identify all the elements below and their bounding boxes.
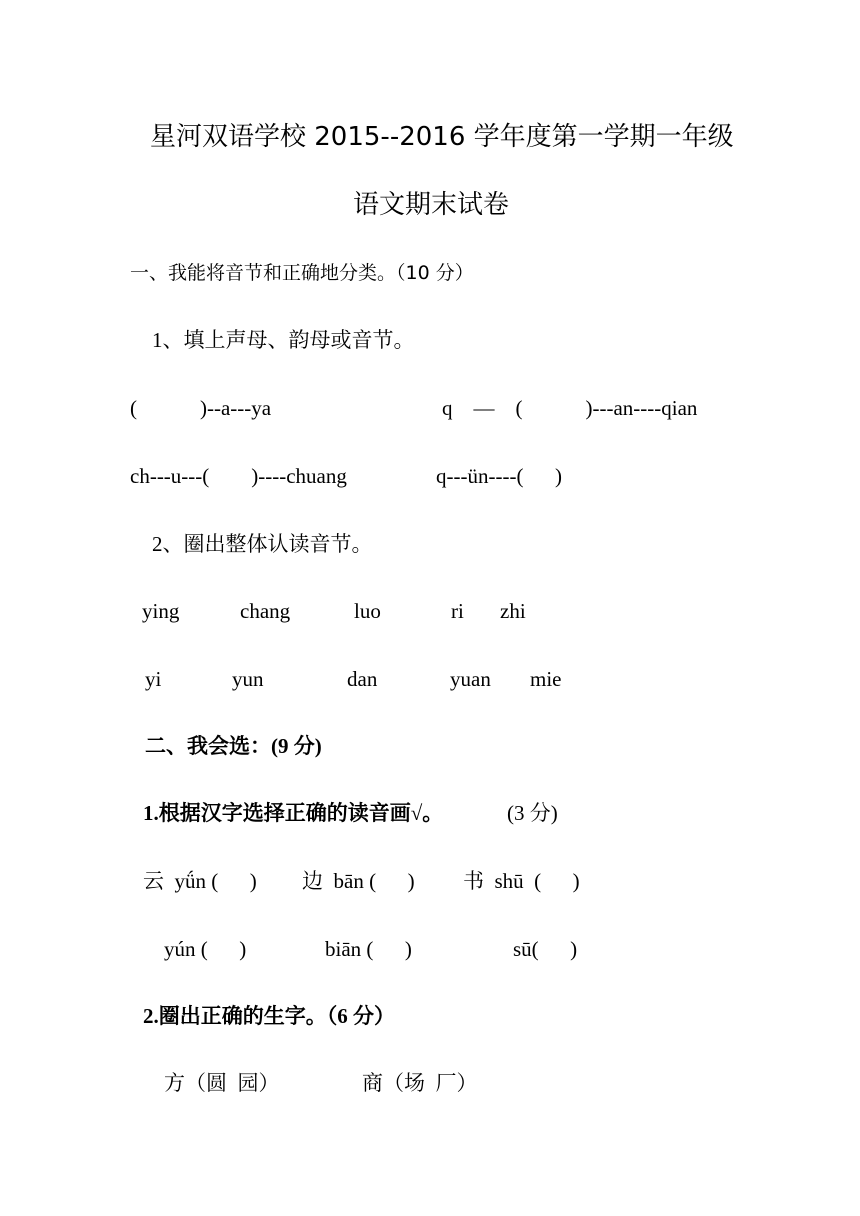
syllable: mie xyxy=(530,667,562,691)
pronunciation-choice: 云 yǘn ( ) xyxy=(143,869,257,893)
pinyin-blank-row-2-right: q---ün----( ) xyxy=(436,464,562,488)
section-1-heading: 一、我能将音节和正确地分类。（10 分） xyxy=(130,262,474,284)
syllable: yuan xyxy=(450,667,491,691)
syllable: zhi xyxy=(500,599,526,623)
question-2-2-label: 2.圈出正确的生字。（6 分） xyxy=(143,1004,395,1028)
pronunciation-choice: sū( ) xyxy=(513,937,578,961)
character-choice: 商（场 厂） xyxy=(362,1071,478,1095)
question-2-1-label: 1.根据汉字选择正确的读音画√。 xyxy=(143,801,444,825)
question-2-1-score: (3 分) xyxy=(507,801,558,825)
syllable: yun xyxy=(232,667,264,691)
section-2-heading: 二、我会选：(9 分) xyxy=(145,734,322,758)
pronunciation-choice: yún ( ) xyxy=(164,937,247,961)
syllable: ri xyxy=(451,599,464,623)
pronunciation-choice: 书 shū ( ) xyxy=(463,869,580,893)
exam-title-line-2: 语文期末试卷 xyxy=(353,190,510,220)
syllable: yi xyxy=(145,667,162,691)
pinyin-blank-row-1-right: q — ( )---an----qian xyxy=(442,396,698,420)
pinyin-blank-row-2-left: ch---u---( )----chuang xyxy=(130,464,347,488)
pinyin-blank-row-1-left: ( )--a---ya xyxy=(130,396,272,420)
character-choice: 方（圆 园） xyxy=(164,1071,280,1095)
syllable: luo xyxy=(354,599,381,623)
syllable: chang xyxy=(240,599,291,623)
pronunciation-choice: 边 bān ( ) xyxy=(302,869,415,893)
pronunciation-choice: biān ( ) xyxy=(325,937,412,961)
syllable: ying xyxy=(142,599,180,623)
question-1-1-label: 1、填上声母、韵母或音节。 xyxy=(152,328,415,352)
question-1-2-label: 2、圈出整体认读音节。 xyxy=(152,532,373,556)
exam-title-line-1: 星河双语学校 2015--2016 学年度第一学期一年级 xyxy=(150,122,734,152)
syllable: dan xyxy=(347,667,378,691)
